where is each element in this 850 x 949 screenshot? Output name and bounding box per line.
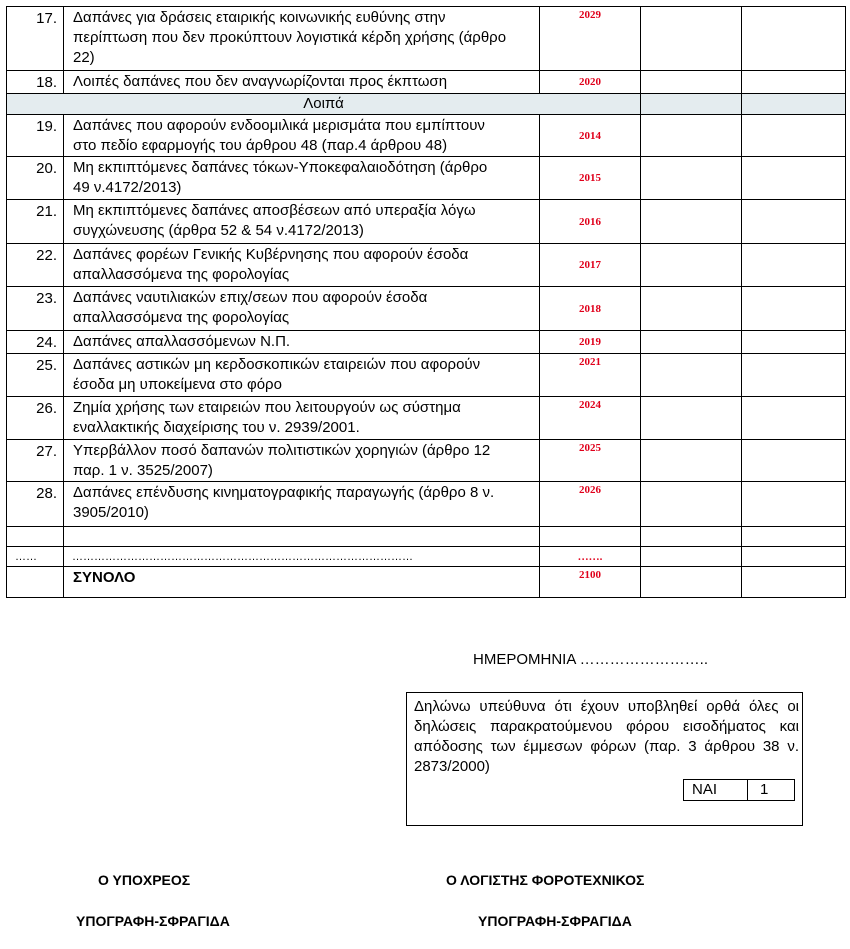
row-number: 19. [7, 115, 64, 157]
description-line: παρ. 1 ν. 3525/2007) [73, 462, 213, 479]
value-cell-a[interactable] [641, 71, 742, 94]
value-cell-a[interactable] [641, 244, 742, 287]
total-code: 2100 [540, 567, 641, 598]
yes-value[interactable]: 1 [760, 781, 769, 798]
section-row [7, 94, 846, 115]
row-description [64, 7, 540, 71]
table-row [7, 157, 846, 200]
row-description [64, 71, 540, 94]
expenses-table [6, 6, 846, 598]
value-cell-a[interactable] [641, 482, 742, 527]
description-line: απαλλασσόμενα της φορολογίας [73, 309, 290, 326]
declaration-text: Δηλώνω υπεύθυνα ότι έχουν υποβληθεί ορθά όλες οι δηλώσεις παρακρατούμενου φόρου εισοδήματος και απόδοσης των έμμεσων φόρων (παρ. 3 άρθρου 38 ν. 2873/2000) [414, 698, 799, 775]
row-description [64, 331, 540, 354]
description-line: Υπερβάλλον ποσό δαπανών πολιτιστικών χορηγιών (άρθρο 12 [73, 442, 491, 459]
table-row [7, 287, 846, 331]
description-line: Μη εκπιπτόμενες δαπάνες αποσβέσεων από υπεραξία λόγω [73, 202, 476, 219]
description-line: 49 ν.4172/2013) [73, 179, 182, 196]
row-description [64, 200, 540, 244]
row-number: 26. [7, 397, 64, 440]
description-line: Δαπάνες φορέων Γενικής Κυβέρνησης που αφορούν έσοδα [73, 246, 469, 263]
total-value-a[interactable] [641, 567, 742, 598]
description-line: Ζημία χρήσης των εταιρειών που λειτουργούν ως σύστημα [73, 399, 461, 416]
row-code: 2021 [540, 354, 641, 397]
table-row [7, 71, 846, 94]
signature-right: ΥΠΟΓΡΑΦΗ-ΣΦΡΑΓΙΔΑ [478, 913, 632, 929]
empty-cell[interactable] [641, 527, 742, 547]
value-cell-a[interactable] [641, 157, 742, 200]
description-line: 22) [73, 49, 95, 66]
row-description [64, 115, 540, 157]
row-number: 25. [7, 354, 64, 397]
value-cell-a[interactable] [641, 397, 742, 440]
value-cell-a[interactable] [641, 440, 742, 482]
value-cell-b[interactable] [742, 244, 846, 287]
value-cell-a[interactable] [641, 200, 742, 244]
row-code: 2025 [540, 440, 641, 482]
value-cell-b[interactable] [742, 287, 846, 331]
value-cell-b[interactable] [742, 115, 846, 157]
row-number: 21. [7, 200, 64, 244]
dots-number: …… [7, 547, 64, 567]
dots-description: ………………………………………………………………………………… [64, 547, 540, 567]
table-row [7, 440, 846, 482]
value-cell-b[interactable] [742, 354, 846, 397]
row-description [64, 287, 540, 331]
description-line: Μη εκπιπτόμενες δαπάνες τόκων-Υποκεφαλαιοδότηση (άρθρο [73, 159, 488, 176]
value-cell-b[interactable] [742, 71, 846, 94]
description-line: περίπτωση που δεν προκύπτουν λογιστικά κέρδη χρήσης (άρθρο [73, 29, 507, 46]
value-cell-b[interactable] [742, 440, 846, 482]
description-line: έσοδα μη υποκείμενα στο φόρο [73, 376, 282, 393]
row-number: 22. [7, 244, 64, 287]
description-line: απαλλασσόμενα της φορολογίας [73, 266, 290, 283]
value-cell-a[interactable] [641, 331, 742, 354]
description-line: Δαπάνες επένδυσης κινηματογραφικής παραγωγής (άρθρο 8 ν. [73, 484, 495, 501]
empty-cell [7, 527, 64, 547]
row-code: 2020 [540, 71, 641, 94]
value-cell-a[interactable] [641, 547, 742, 567]
empty-cell[interactable] [742, 527, 846, 547]
table-row [7, 115, 846, 157]
dots-code: ……. [540, 547, 641, 567]
row-code: 2015 [540, 157, 641, 200]
row-code: 2029 [540, 7, 641, 71]
description-line: Δαπάνες απαλλασσόμενων Ν.Π. [73, 333, 291, 350]
empty-row [7, 527, 846, 547]
row-description [64, 397, 540, 440]
table-row [7, 200, 846, 244]
value-cell-b[interactable] [742, 547, 846, 567]
row-number: 27. [7, 440, 64, 482]
section-cell [742, 94, 846, 115]
description-line: Δαπάνες που αφορούν ενδοομιλικά μερισμάτα που εμπίπτουν [73, 117, 485, 134]
empty-cell [64, 527, 540, 547]
empty-cell [540, 527, 641, 547]
table-row [7, 7, 846, 71]
row-number: 23. [7, 287, 64, 331]
row-code: 2018 [540, 287, 641, 331]
row-description [64, 440, 540, 482]
value-cell-a[interactable] [641, 7, 742, 71]
obligor-label: Ο ΥΠΟΧΡΕΟΣ [98, 872, 191, 888]
accountant-label: Ο ΛΟΓΙΣΤΗΣ ΦΟΡΟΤΕΧΝΙΚΟΣ [446, 872, 645, 888]
table-row [7, 331, 846, 354]
declaration-box [406, 692, 803, 826]
value-cell-b[interactable] [742, 200, 846, 244]
value-cell-b[interactable] [742, 157, 846, 200]
description-line: συγχώνευσης (άρθρα 52 & 54 ν.4172/2013) [73, 222, 364, 239]
row-code: 2024 [540, 397, 641, 440]
section-label: Λοιπά [7, 94, 641, 115]
value-cell-b[interactable] [742, 482, 846, 527]
row-number: 17. [7, 7, 64, 71]
row-code: 2017 [540, 244, 641, 287]
table-row [7, 244, 846, 287]
row-code: 2019 [540, 331, 641, 354]
value-cell-a[interactable] [641, 354, 742, 397]
description-line: Δαπάνες ναυτιλιακών επιχ/σεων που αφορούν έσοδα [73, 289, 428, 306]
section-cell [641, 94, 742, 115]
row-description [64, 244, 540, 287]
value-cell-a[interactable] [641, 287, 742, 331]
date-line: ΗΜΕΡΟΜΗΝΙΑ …………………….. [473, 651, 709, 668]
value-cell-b[interactable] [742, 397, 846, 440]
row-description [64, 354, 540, 397]
table-row [7, 482, 846, 527]
description-line: στο πεδίο εφαρμογής του άρθρου 48 (παρ.4 άρθρου 48) [73, 137, 448, 154]
row-code: 2026 [540, 482, 641, 527]
dotted-row [7, 547, 846, 567]
row-description [64, 157, 540, 200]
row-number: 28. [7, 482, 64, 527]
row-code: 2014 [540, 115, 641, 157]
description-line: Δαπάνες αστικών μη κερδοσκοπικών εταιρειών που αφορούν [73, 356, 481, 373]
row-number: 18. [7, 71, 64, 94]
description-line: Λοιπές δαπάνες που δεν αναγνωρίζονται προς έκπτωση [73, 73, 448, 90]
signature-left: ΥΠΟΓΡΑΦΗ-ΣΦΡΑΓΙΔΑ [76, 913, 230, 929]
row-number: 20. [7, 157, 64, 200]
row-code: 2016 [540, 200, 641, 244]
value-cell-a[interactable] [641, 115, 742, 157]
total-label: ΣΥΝΟΛΟ [64, 567, 540, 598]
yes-field[interactable] [683, 779, 795, 801]
value-cell-b[interactable] [742, 331, 846, 354]
table-row [7, 354, 846, 397]
table-row [7, 397, 846, 440]
description-line: 3905/2010) [73, 504, 149, 521]
yes-label: ΝΑΙ [684, 780, 748, 800]
total-row [7, 567, 846, 598]
value-cell-b[interactable] [742, 7, 846, 71]
description-line: εναλλακτικής διαχείρισης του ν. 2939/2001. [73, 419, 360, 436]
total-number [7, 567, 64, 598]
row-description [64, 482, 540, 527]
total-value-b[interactable] [742, 567, 846, 598]
row-number: 24. [7, 331, 64, 354]
description-line: Δαπάνες για δράσεις εταιρικής κοινωνικής ευθύνης στην [73, 9, 446, 26]
